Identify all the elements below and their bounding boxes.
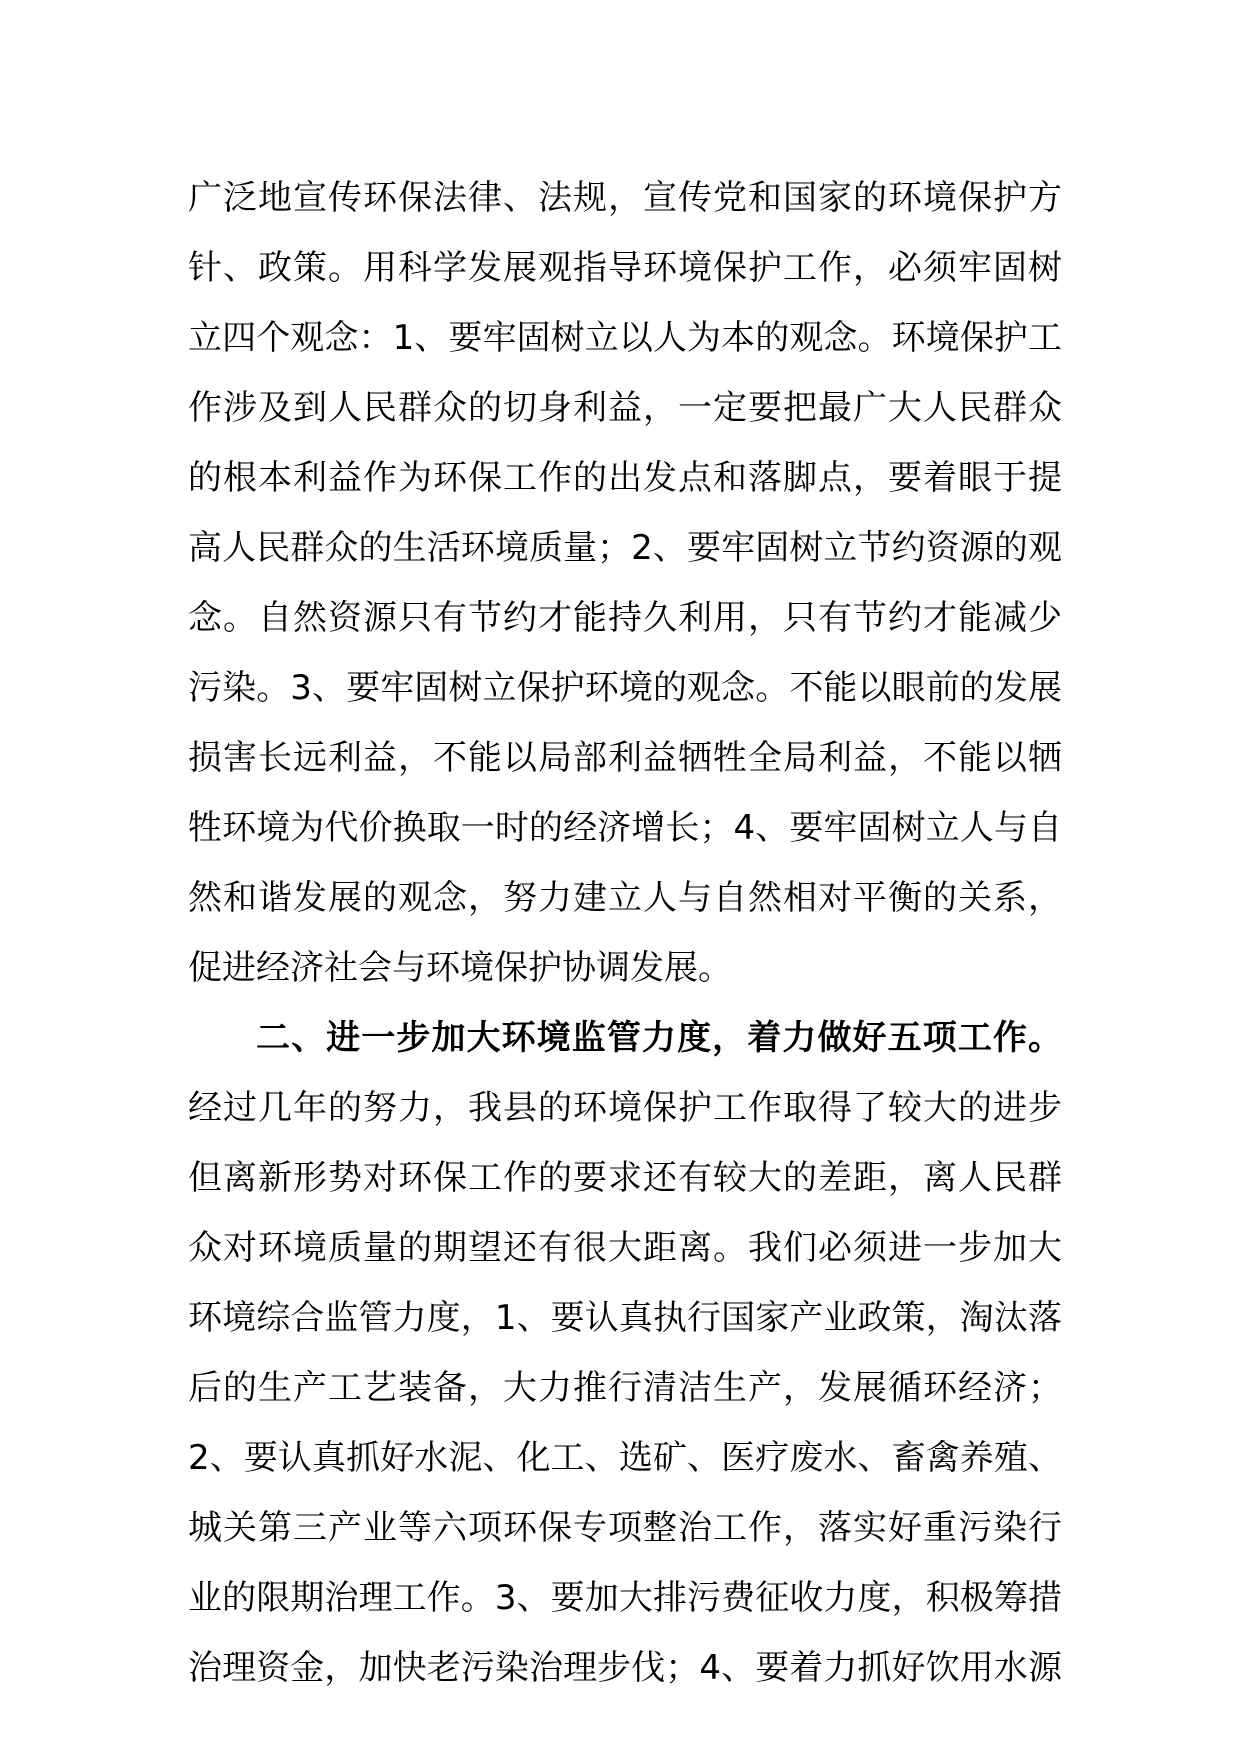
body-text-line: 念。自然资源只有节约才能持久利用，只有节约才能减少 [188, 598, 1062, 638]
body-text-line: 环境综合监管力度，1、要认真执行国家产业政策，淘汰落 [188, 1298, 1062, 1338]
body-text-line: 高人民群众的生活环境质量；2、要牢固树立节约资源的观 [188, 528, 1062, 568]
body-text-line: 业的限期治理工作。3、要加大排污费征收力度，积极筹措 [188, 1578, 1062, 1618]
body-text-line: 2、要认真抓好水泥、化工、选矿、医疗废水、畜禽养殖、 [188, 1438, 1062, 1478]
body-text-line: 然和谐发展的观念，努力建立人与自然相对平衡的关系， [188, 878, 1062, 918]
section-heading: 二、进一步加大环境监管力度，着力做好五项工作。 [256, 1018, 1062, 1058]
body-text-line: 广泛地宣传环保法律、法规，宣传党和国家的环境保护方 [188, 178, 1062, 218]
body-text-line: 治理资金，加快老污染治理步伐；4、要着力抓好饮用水源 [188, 1648, 1062, 1688]
body-text-line: 牲环境为代价换取一时的经济增长；4、要牢固树立人与自 [188, 808, 1062, 848]
body-text-line: 但离新形势对环保工作的要求还有较大的差距，离人民群 [188, 1158, 1062, 1198]
body-text-line: 作涉及到人民群众的切身利益，一定要把最广大人民群众 [188, 388, 1062, 428]
body-text-line: 促进经济社会与环境保护协调发展。 [188, 948, 732, 988]
body-text-line: 立四个观念：1、要牢固树立以人为本的观念。环境保护工 [188, 318, 1062, 358]
body-text-line: 经过几年的努力，我县的环境保护工作取得了较大的进步 [188, 1088, 1062, 1128]
body-text-line: 的根本利益作为环保工作的出发点和落脚点，要着眼于提 [188, 458, 1062, 498]
body-text-line: 针、政策。用科学发展观指导环境保护工作，必须牢固树 [188, 248, 1062, 288]
body-text-line: 污染。3、要牢固树立保护环境的观念。不能以眼前的发展 [188, 668, 1062, 708]
body-text-line: 城关第三产业等六项环保专项整治工作，落实好重污染行 [188, 1508, 1062, 1548]
body-text-line: 损害长远利益，不能以局部利益牺牲全局利益，不能以牺 [188, 738, 1062, 778]
body-text-line: 众对环境质量的期望还有很大距离。我们必须进一步加大 [188, 1228, 1062, 1268]
body-text-line: 后的生产工艺装备，大力推行清洁生产，发展循环经济； [188, 1368, 1062, 1408]
